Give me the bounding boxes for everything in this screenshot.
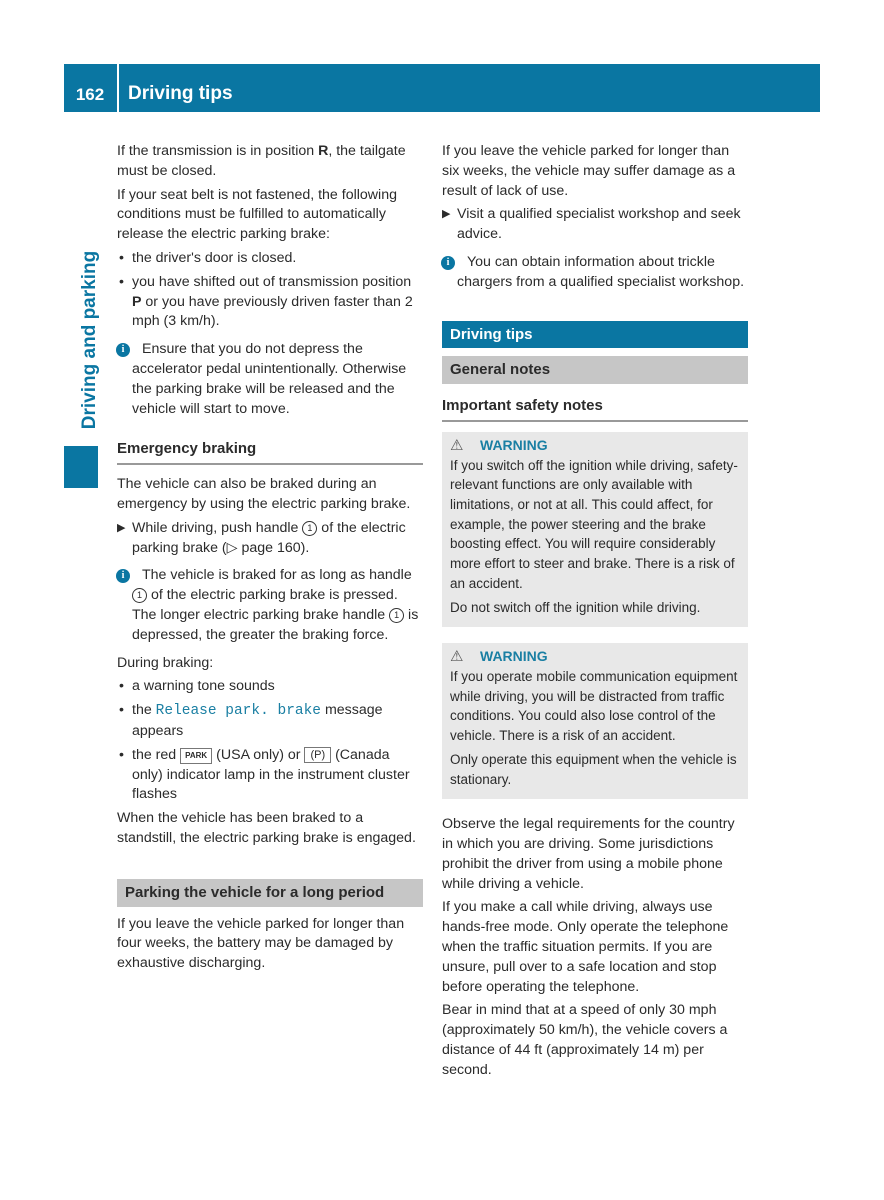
callout-number: 1 (302, 521, 317, 536)
warning-text: If you switch off the ignition while driving, safety-relevant functions are only available with limitations, or not at all. This could affect, for example, the power steering and the brake boosting effect. You will require considerably more effort to steer and brake. There is a risk of an accident. (450, 457, 738, 591)
action-arrow-icon: ▶ (442, 208, 451, 221)
info-icon: i (441, 256, 455, 270)
warning-box (442, 432, 748, 627)
page-header (64, 64, 820, 112)
section-heading: General notes (442, 356, 748, 384)
side-tab-marker (64, 446, 98, 488)
list-item: • you have shifted out of transmission position P or you have previously driven faster than 2 mph (3 km/h). (117, 273, 423, 332)
callout-number: 1 (389, 608, 404, 623)
header-divider (117, 64, 119, 112)
paragraph: The vehicle can also be braked during an emergency by using the electric parking brake. (117, 476, 411, 512)
section-heading: Driving tips (442, 321, 748, 349)
warning-triangle-icon: ⚠ (450, 436, 464, 454)
page-title: Driving tips (128, 83, 233, 104)
section-heading: Important safety notes (442, 396, 748, 422)
section-heading: Parking the vehicle for a long period (117, 879, 423, 907)
action-arrow-icon: ▶ (117, 521, 126, 534)
action-step: ▶ Visit a qualified specialist workshop and seek advice. (442, 206, 741, 243)
park-lamp-icon: PARK (180, 748, 212, 764)
left-column (117, 142, 423, 978)
paragraph: Observe the legal requirements for the country in which you are driving. Some jurisdictions prohibit the driver from using a mobile phone while driving a vehicle. (442, 816, 735, 892)
right-column (442, 142, 748, 1085)
warning-label: WARNING (480, 648, 548, 665)
info-note: i The vehicle is braked for as long as handle 1 of the electric parking brake is pressed. The longer electric parking brake handle 1 is depressed, the greater the braking force. (117, 566, 423, 645)
list-item: • the red PARK (USA only) or (P) (Canada only) indicator lamp in the instrument cluster flashes (117, 746, 423, 805)
section-heading: Emergency braking (117, 439, 423, 465)
info-note: i Ensure that you do not depress the accelerator pedal unintentionally. Otherwise the parking brake will be released and the vehicle will start to move. (117, 340, 423, 419)
paragraph: If you leave the vehicle parked for longer than six weeks, the vehicle may suffer damage as a result of lack of use. (442, 143, 736, 199)
action-step: ▶ While driving, push handle 1 of the electric parking brake (▷ page 160). (117, 519, 406, 556)
page-number: 162 (75, 85, 105, 104)
paragraph: If you make a call while driving, always use hands-free mode. Only operate the telephone when the traffic situation permits. If you are unsure, pull over to a safe location and stop before operating the telephone. (442, 899, 729, 995)
info-icon: i (116, 569, 130, 583)
paragraph: If you leave the vehicle parked for longer than four weeks, the battery may be damaged by exhaustive discharging. (117, 915, 405, 972)
paragraph: If the transmission is in position R, the tailgate must be closed. (117, 143, 406, 179)
paragraph: When the vehicle has been braked to a standstill, the electric parking brake is engaged. (117, 810, 416, 846)
side-tab (64, 240, 116, 440)
parking-brake-lamp-icon: (P) (304, 747, 331, 763)
paragraph: Bear in mind that at a speed of only 30 mph (approximately 50 km/h), the vehicle covers a distance of 44 ft (approximately 14 m) per second. (442, 1002, 728, 1078)
warning-text: If you operate mobile communication equipment while driving, you will be distracted from traffic conditions. You could also lose control of the vehicle. There is a risk of an accident. (450, 669, 738, 744)
info-icon: i (116, 343, 130, 357)
list-item: • the Release park. brake message appears (117, 701, 423, 742)
warning-box (442, 643, 748, 799)
warning-instruction: Do not switch off the ignition while driving. (450, 599, 701, 615)
paragraph: If your seat belt is not fastened, the following conditions must be fulfilled to automatically release the electric parking brake: (117, 186, 397, 243)
info-note: i You can obtain information about trickle chargers from a qualified specialist workshop. (442, 253, 748, 293)
warning-triangle-icon: ⚠ (450, 648, 464, 666)
paragraph: During braking: (117, 654, 214, 671)
callout-number: 1 (132, 588, 147, 603)
list-item: • the driver's door is closed. (117, 249, 423, 269)
warning-instruction: Only operate this equipment when the vehicle is stationary. (450, 751, 737, 787)
side-tab-label: Driving and parking (79, 250, 100, 430)
list-item: • a warning tone sounds (117, 677, 423, 697)
display-message: Release park. brake (155, 703, 321, 720)
warning-label: WARNING (480, 436, 548, 453)
